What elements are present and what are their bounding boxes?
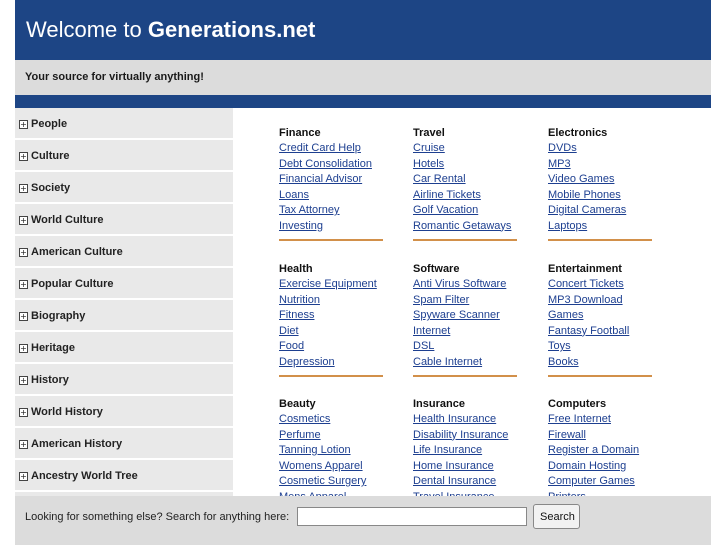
category-divider — [279, 375, 383, 377]
site-title-name: Generations.net — [147, 17, 316, 42]
category-link[interactable]: MP3 — [548, 157, 571, 170]
expand-plus-icon[interactable]: + — [20, 120, 27, 129]
expand-plus-icon[interactable]: + — [20, 216, 27, 225]
category-link[interactable]: Fitness — [279, 309, 315, 321]
category-block — [413, 261, 548, 377]
category-link[interactable]: Anti Virus Software — [413, 278, 507, 290]
category-block — [279, 125, 414, 241]
category-link[interactable]: Cosmetic Surgery — [279, 475, 367, 487]
expand-plus-icon[interactable]: + — [20, 152, 27, 161]
sidebar-item[interactable] — [15, 172, 233, 204]
page — [15, 0, 711, 545]
category-link[interactable]: Womens Apparel — [279, 459, 363, 472]
category-title: Computers — [548, 398, 607, 410]
category-block — [279, 396, 414, 505]
category-block — [548, 125, 683, 241]
category-title: Entertainment — [548, 263, 622, 275]
category-link[interactable]: Toys — [548, 340, 571, 352]
sidebar-item[interactable] — [15, 460, 233, 492]
category-link[interactable]: Free Internet — [548, 413, 611, 425]
sidebar-item-label: American History — [31, 438, 123, 450]
category-divider — [548, 375, 652, 377]
tagline: Your source for virtually anything! — [25, 71, 204, 83]
expand-plus-icon[interactable]: + — [20, 280, 27, 289]
category-link[interactable]: DSL — [413, 340, 435, 352]
expand-plus-icon[interactable]: + — [20, 376, 27, 385]
category-link[interactable]: Concert Tickets — [548, 278, 624, 290]
sidebar-item[interactable] — [15, 332, 233, 364]
category-link[interactable]: Laptops — [548, 219, 588, 232]
category-title: Health — [279, 263, 313, 275]
category-link[interactable]: Domain Hosting — [548, 459, 627, 472]
sidebar-item[interactable] — [15, 300, 233, 332]
expand-plus-icon[interactable]: + — [20, 248, 27, 257]
category-link[interactable]: Loans — [279, 188, 309, 201]
category-link[interactable]: Games — [548, 309, 584, 321]
category-link[interactable]: Cable Internet — [413, 355, 483, 368]
sidebar-item-label: Popular Culture — [31, 278, 114, 290]
category-link[interactable]: Health Insurance — [413, 413, 497, 425]
site-title-prefix: Welcome to — [26, 17, 148, 42]
category-link[interactable]: Cruise — [413, 142, 445, 154]
category-link[interactable]: Home Insurance — [413, 459, 494, 472]
category-block — [413, 396, 548, 505]
category-title: Travel — [413, 127, 445, 139]
sidebar-item-label: Ancestry World Tree — [31, 470, 138, 482]
search-prompt: Looking for something else? Search for anything here: — [25, 511, 290, 523]
category-link[interactable]: Computer Games — [548, 475, 635, 487]
expand-plus-icon[interactable]: + — [20, 344, 27, 353]
category-divider — [413, 375, 517, 377]
sidebar-item-label: History — [31, 374, 69, 386]
content-area — [15, 108, 711, 496]
sidebar-item-label: Society — [31, 182, 71, 194]
expand-plus-icon[interactable]: + — [20, 312, 27, 321]
category-link[interactable]: Hotels — [413, 157, 445, 170]
site-title — [26, 17, 315, 43]
category-link[interactable]: Nutrition — [279, 293, 320, 306]
sidebar-item[interactable] — [15, 268, 233, 300]
category-link[interactable]: Internet — [413, 324, 451, 337]
header-banner — [15, 0, 711, 60]
sidebar-item-label: American Culture — [31, 246, 123, 258]
sidebar-item[interactable] — [15, 396, 233, 428]
category-link[interactable]: Dental Insurance — [413, 475, 497, 487]
category-block — [279, 261, 414, 377]
category-block — [413, 125, 548, 241]
category-divider — [548, 239, 652, 241]
category-link[interactable]: Spam Filter — [413, 293, 470, 306]
category-link[interactable]: DVDs — [548, 142, 577, 154]
sidebar-item-label: Heritage — [31, 342, 76, 354]
category-link[interactable]: Digital Cameras — [548, 204, 627, 216]
sidebar-item[interactable] — [15, 204, 233, 236]
search-button[interactable]: Search — [533, 504, 580, 529]
category-link[interactable]: Investing — [279, 219, 324, 232]
category-link[interactable]: Golf Vacation — [413, 204, 479, 216]
divider-bar — [15, 95, 711, 108]
sidebar-item-label: World Culture — [31, 214, 104, 226]
category-title: Insurance — [413, 398, 465, 410]
sidebar-item[interactable] — [15, 236, 233, 268]
category-link[interactable]: Disability Insurance — [413, 428, 509, 441]
category-link[interactable]: Depression — [279, 355, 335, 368]
category-link[interactable]: Food — [279, 340, 305, 352]
category-link[interactable]: Car Rental — [413, 173, 466, 185]
sidebar-item-label: People — [31, 118, 68, 130]
expand-plus-icon[interactable]: + — [20, 440, 27, 449]
sidebar-item[interactable] — [15, 108, 233, 140]
category-grid — [279, 108, 711, 496]
sidebar-item[interactable] — [15, 140, 233, 172]
category-title: Software — [413, 263, 460, 275]
tagline-bar — [15, 60, 711, 95]
sidebar-item-label: Culture — [31, 150, 70, 162]
sidebar-item-label: Biography — [31, 310, 86, 322]
category-link[interactable]: Tanning Lotion — [279, 444, 351, 456]
search-bar — [15, 496, 711, 545]
category-divider — [413, 239, 517, 241]
category-link[interactable]: Exercise Equipment — [279, 278, 377, 290]
sidebar-item[interactable] — [15, 428, 233, 460]
category-title: Finance — [279, 127, 321, 139]
category-link[interactable]: Debt Consolidation — [279, 157, 372, 170]
sidebar — [15, 108, 233, 496]
category-divider — [279, 239, 383, 241]
expand-plus-icon[interactable]: + — [20, 472, 27, 481]
category-link[interactable]: Perfume — [279, 428, 321, 441]
sidebar-item-label: World History — [31, 406, 103, 418]
category-link[interactable]: Spyware Scanner — [413, 309, 500, 321]
category-link[interactable]: Romantic Getaways — [413, 219, 512, 232]
category-link[interactable]: Firewall — [548, 428, 586, 441]
category-link[interactable]: Register a Domain — [548, 444, 640, 456]
category-link[interactable]: Video Games — [548, 173, 615, 185]
category-link[interactable]: Airline Tickets — [413, 188, 481, 201]
category-link[interactable]: Financial Advisor — [279, 173, 363, 185]
category-link[interactable]: Cosmetics — [279, 413, 331, 425]
category-block — [548, 396, 683, 505]
category-link[interactable]: Mobile Phones — [548, 188, 621, 201]
category-link[interactable]: Credit Card Help — [279, 142, 361, 154]
category-link[interactable]: Books — [548, 355, 579, 368]
search-input[interactable] — [297, 507, 527, 526]
category-title: Electronics — [548, 127, 608, 139]
category-link[interactable]: MP3 Download — [548, 293, 623, 306]
category-title: Beauty — [279, 398, 316, 410]
category-link[interactable]: Life Insurance — [413, 444, 483, 456]
expand-plus-icon[interactable]: + — [20, 184, 27, 193]
category-link[interactable]: Diet — [279, 324, 299, 337]
category-link[interactable]: Fantasy Football — [548, 324, 630, 337]
category-link[interactable]: Tax Attorney — [279, 204, 340, 216]
sidebar-item[interactable] — [15, 364, 233, 396]
category-block — [548, 261, 683, 377]
expand-plus-icon[interactable]: + — [20, 408, 27, 417]
